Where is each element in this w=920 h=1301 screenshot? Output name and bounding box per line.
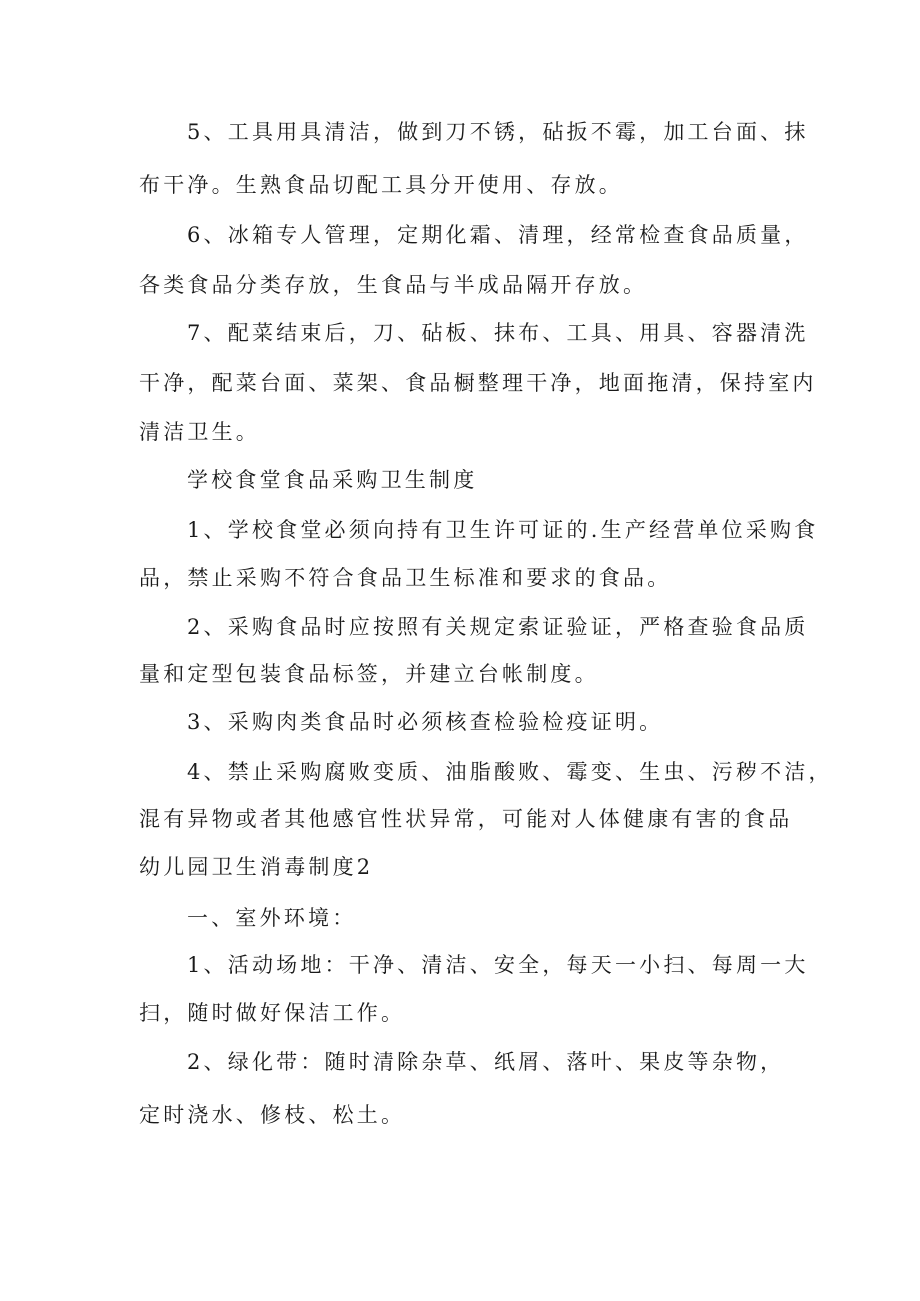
clause-4-line-1: 4、禁止采购腐败变质、油脂酸败、霉变、生虫、污秽不洁，: [187, 760, 833, 784]
clause-1-line-1: 1、学校食堂必须向持有卫生许可证的.生产经营单位采购食: [187, 518, 819, 542]
clause-3-line-1: 3、采购肉类食品时必须核查检验检疫证明。: [187, 710, 664, 734]
document-title: 幼儿园卫生消毒制度2: [139, 855, 374, 879]
section-title: 学校食堂食品采购卫生制度: [187, 468, 478, 492]
paragraph-7-line-1: 7、配菜结束后，刀、砧板、抹布、工具、用具、容器清洗: [187, 321, 809, 345]
clause-2-line-1: 2、采购食品时应按照有关规定索证验证，严格查验食品质: [187, 615, 809, 639]
paragraph-5-line-2: 布干净。生熟食品切配工具分开使用、存放。: [139, 173, 623, 197]
clause-1-line-2: 品，禁止采购不符合食品卫生标准和要求的食品。: [139, 566, 672, 590]
outdoor-1-line-2: 扫，随时做好保洁工作。: [139, 1001, 406, 1025]
paragraph-6-line-2: 各类食品分类存放，生食品与半成品隔开存放。: [139, 273, 648, 297]
paragraph-5-line-1: 5、工具用具清洁，做到刀不锈，砧扳不霉，加工台面、抹: [187, 120, 809, 144]
outdoor-2-line-1: 2、绿化带：随时清除杂草、纸屑、落叶、果皮等杂物，: [187, 1050, 785, 1074]
paragraph-7-line-3: 清洁卫生。: [139, 420, 260, 444]
clause-4-line-2: 混有异物或者其他感官性状异常，可能对人体健康有害的食品: [139, 807, 793, 831]
outdoor-1-line-1: 1、活动场地：干净、清洁、安全，每天一小扫、每周一大: [187, 953, 809, 977]
outdoor-heading: 一、室外环境：: [187, 906, 357, 930]
clause-2-line-2: 量和定型包装食品标签，并建立台帐制度。: [139, 662, 599, 686]
paragraph-6-line-1: 6、冰箱专人管理，定期化霜、清理，经常检查食品质量，: [187, 223, 809, 247]
paragraph-7-line-2: 干净，配菜台面、菜架、食品橱整理干净，地面拖清，保持室内: [139, 371, 817, 395]
outdoor-2-line-2: 定时浇水、修枝、松土。: [139, 1103, 406, 1127]
